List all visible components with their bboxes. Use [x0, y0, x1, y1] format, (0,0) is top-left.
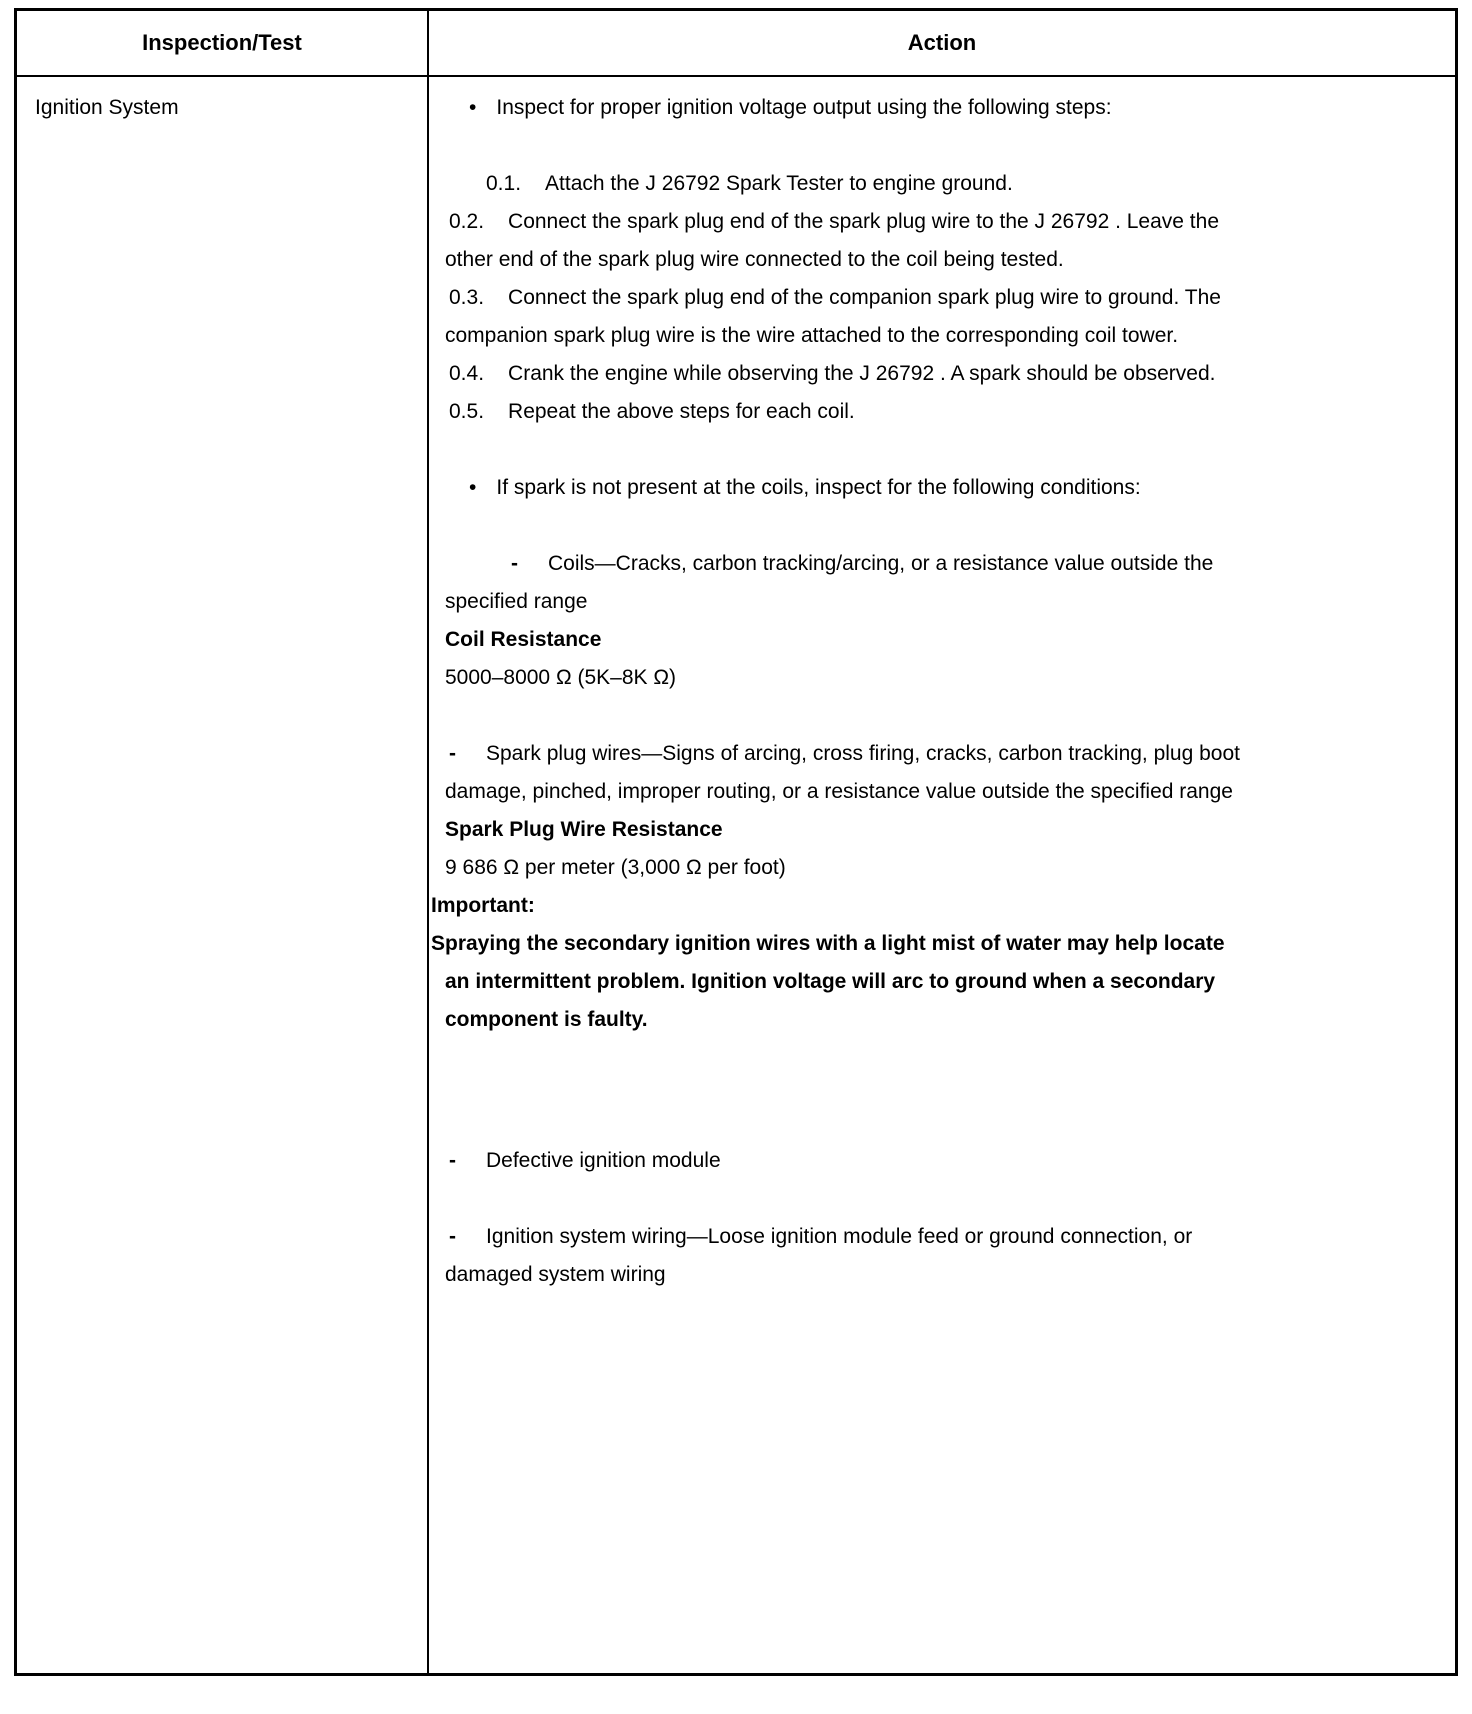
step-number: 0.3.	[449, 286, 485, 309]
action-bullet-no-spark	[445, 469, 1245, 507]
bullet-icon: •	[469, 96, 477, 119]
action-text: Defective ignition module	[486, 1149, 721, 1172]
dash-icon: -	[449, 1225, 456, 1248]
inspection-label: Ignition System	[35, 96, 179, 119]
action-step-0-5	[445, 393, 1245, 431]
important-note: Spraying the secondary ignition wires with a light mist of water may help locate an intermittent problem. Ignition voltage will arc to ground when a secondary component is faulty.	[431, 932, 1225, 1031]
action-text: Connect the spark plug end of the spark plug wire to the J 26792 . Leave the other end of the spark plug wire connected to the coil being tested.	[445, 210, 1219, 271]
action-text: Inspect for proper ignition voltage output using the following steps:	[496, 96, 1112, 119]
important-label: Important:	[431, 894, 535, 917]
action-step-0-1	[445, 165, 1245, 203]
action-step-0-3	[445, 279, 1245, 355]
action-text: Ignition system wiring—Loose ignition module feed or ground connection, or damaged system wiring	[445, 1225, 1193, 1286]
dash-icon: -	[449, 1149, 456, 1172]
header-inspection-test: Inspection/Test	[17, 11, 429, 75]
spark-plug-wire-resistance-value: 9 686 Ω per meter (3,000 Ω per foot)	[445, 856, 786, 879]
step-number: 0.4.	[449, 362, 485, 385]
step-number: 0.2.	[449, 210, 485, 233]
action-dash-ignition-module	[445, 1142, 1245, 1180]
dash-icon: -	[511, 552, 518, 575]
action-dash-coils	[445, 545, 1245, 621]
action-dash-system-wiring	[445, 1218, 1245, 1294]
spark-plug-wire-resistance-heading: Spark Plug Wire Resistance	[445, 818, 723, 841]
bullet-icon: •	[469, 476, 477, 499]
inspection-cell	[17, 77, 429, 1673]
step-number: 0.1.	[486, 172, 522, 195]
action-text: Spark plug wires—Signs of arcing, cross firing, cracks, carbon tracking, plug boot damage, pinched, improper routing, or a resistance value outside the specified range	[445, 742, 1241, 803]
action-dash-spark-plug-wires	[445, 735, 1245, 811]
table-body-row	[17, 77, 1455, 1673]
dash-icon: -	[449, 742, 456, 765]
action-text: If spark is not present at the coils, inspect for the following conditions:	[496, 476, 1141, 499]
action-step-0-4	[445, 355, 1245, 393]
header-action: Action	[907, 30, 977, 55]
table-header-row	[17, 11, 1455, 77]
action-cell	[429, 77, 1455, 1673]
inspection-table	[14, 8, 1458, 1676]
action-text: Repeat the above steps for each coil.	[508, 400, 855, 423]
action-bullet-ignition-voltage	[445, 89, 1245, 127]
action-text: Coils—Cracks, carbon tracking/arcing, or a resistance value outside the specified range	[445, 552, 1214, 613]
action-text: Crank the engine while observing the J 26792 . A spark should be observed.	[508, 362, 1216, 385]
coil-resistance-heading: Coil Resistance	[445, 628, 602, 651]
step-number: 0.5.	[449, 400, 485, 423]
coil-resistance-value: 5000–8000 Ω (5K–8K Ω)	[445, 666, 677, 689]
action-step-0-2	[445, 203, 1245, 279]
action-text: Connect the spark plug end of the companion spark plug wire to ground. The companion spark plug wire is the wire attached to the corresponding coil tower.	[445, 286, 1221, 347]
action-text: Attach the J 26792 Spark Tester to engine ground.	[545, 172, 1013, 195]
